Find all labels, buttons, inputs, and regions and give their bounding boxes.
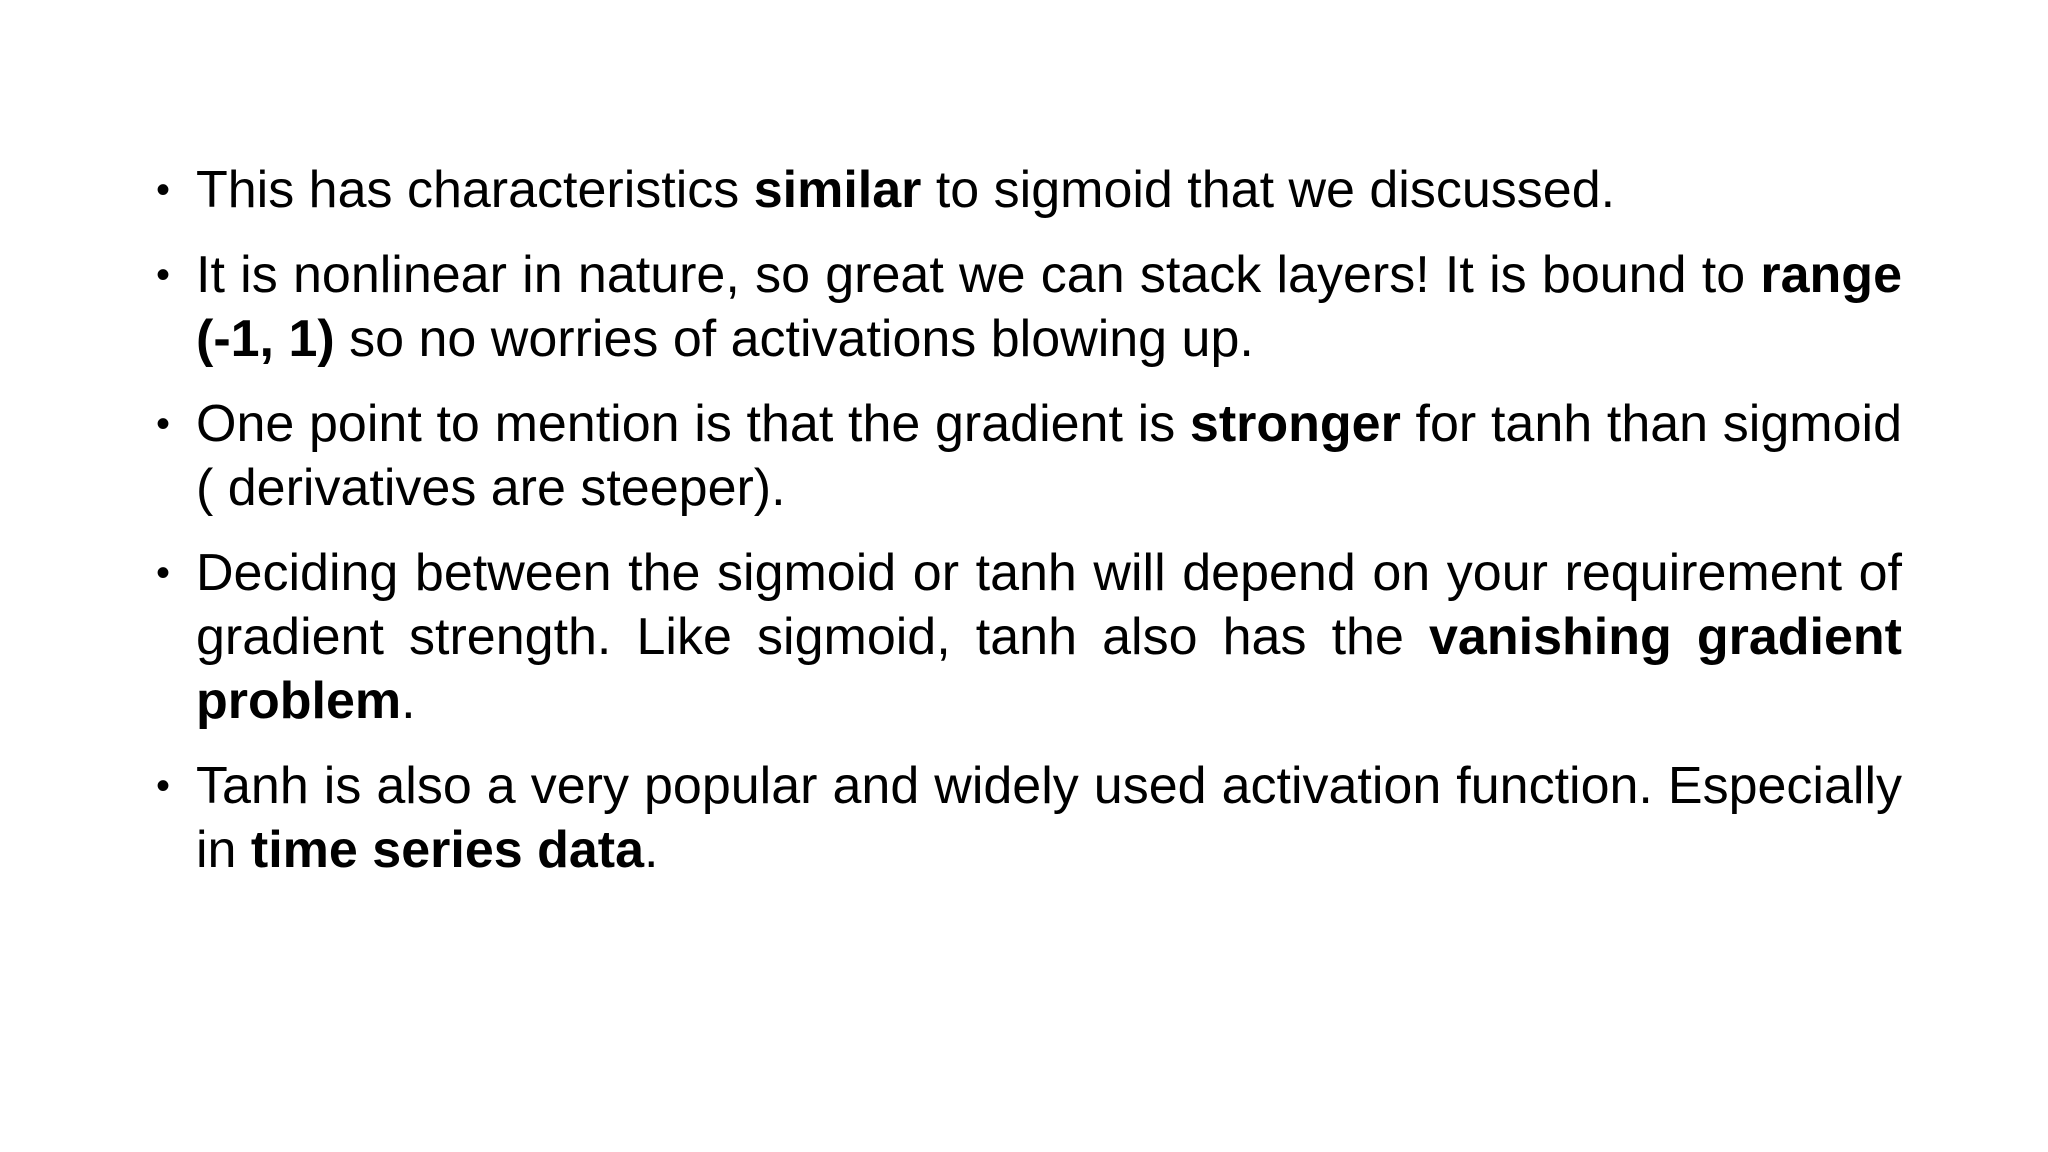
bullet-bold-segment: stronger bbox=[1189, 395, 1401, 453]
bullet-text-segment: This has characteristics bbox=[196, 161, 754, 219]
bullet-text-segment: It is nonlinear in nature, so great we can stack layers! It is bound to bbox=[196, 246, 1761, 304]
bullet-dot-icon: • bbox=[156, 253, 171, 297]
bullet-text-segment: to sigmoid that we discussed. bbox=[921, 161, 1616, 219]
bullet-item-3 bbox=[150, 392, 1902, 520]
bullet-bold-segment: similar bbox=[753, 161, 922, 219]
bullet-text bbox=[196, 757, 1902, 879]
bullet-text-segment: One point to mention is that the gradient is bbox=[196, 395, 1190, 453]
bullet-bold-segment: vanishing gradient problem bbox=[196, 608, 1902, 730]
bullet-item-4 bbox=[150, 541, 1902, 733]
bullet-dot-icon: • bbox=[156, 402, 171, 446]
bullet-text bbox=[196, 246, 1902, 368]
bullet-item-5 bbox=[150, 754, 1902, 882]
bullet-list bbox=[150, 158, 1902, 903]
bullet-text-segment: . bbox=[401, 672, 416, 730]
bullet-dot-icon: • bbox=[156, 551, 171, 595]
bullet-text-segment: Tanh is also a very popular and widely used activation function. Especially in bbox=[196, 757, 1902, 879]
bullet-text-segment: for tanh than sigmoid ( derivatives are steeper). bbox=[196, 395, 1902, 517]
bullet-item-2 bbox=[150, 243, 1902, 371]
bullet-dot-icon: • bbox=[156, 168, 171, 212]
bullet-text-segment: . bbox=[644, 821, 659, 879]
bullet-bold-segment: range (-1, 1) bbox=[196, 246, 1902, 368]
bullet-text bbox=[196, 161, 1615, 219]
bullet-text bbox=[196, 395, 1902, 517]
bullet-text bbox=[196, 544, 1902, 730]
bullet-dot-icon: • bbox=[156, 764, 171, 808]
bullet-item-1 bbox=[150, 158, 1902, 222]
bullet-text-segment: Deciding between the sigmoid or tanh will depend on your requirement of gradient strength. Like sigmoid, tanh also has the bbox=[196, 544, 1902, 666]
bullet-text-segment: so no worries of activations blowing up. bbox=[334, 310, 1254, 368]
bullet-bold-segment: time series data bbox=[250, 821, 645, 879]
